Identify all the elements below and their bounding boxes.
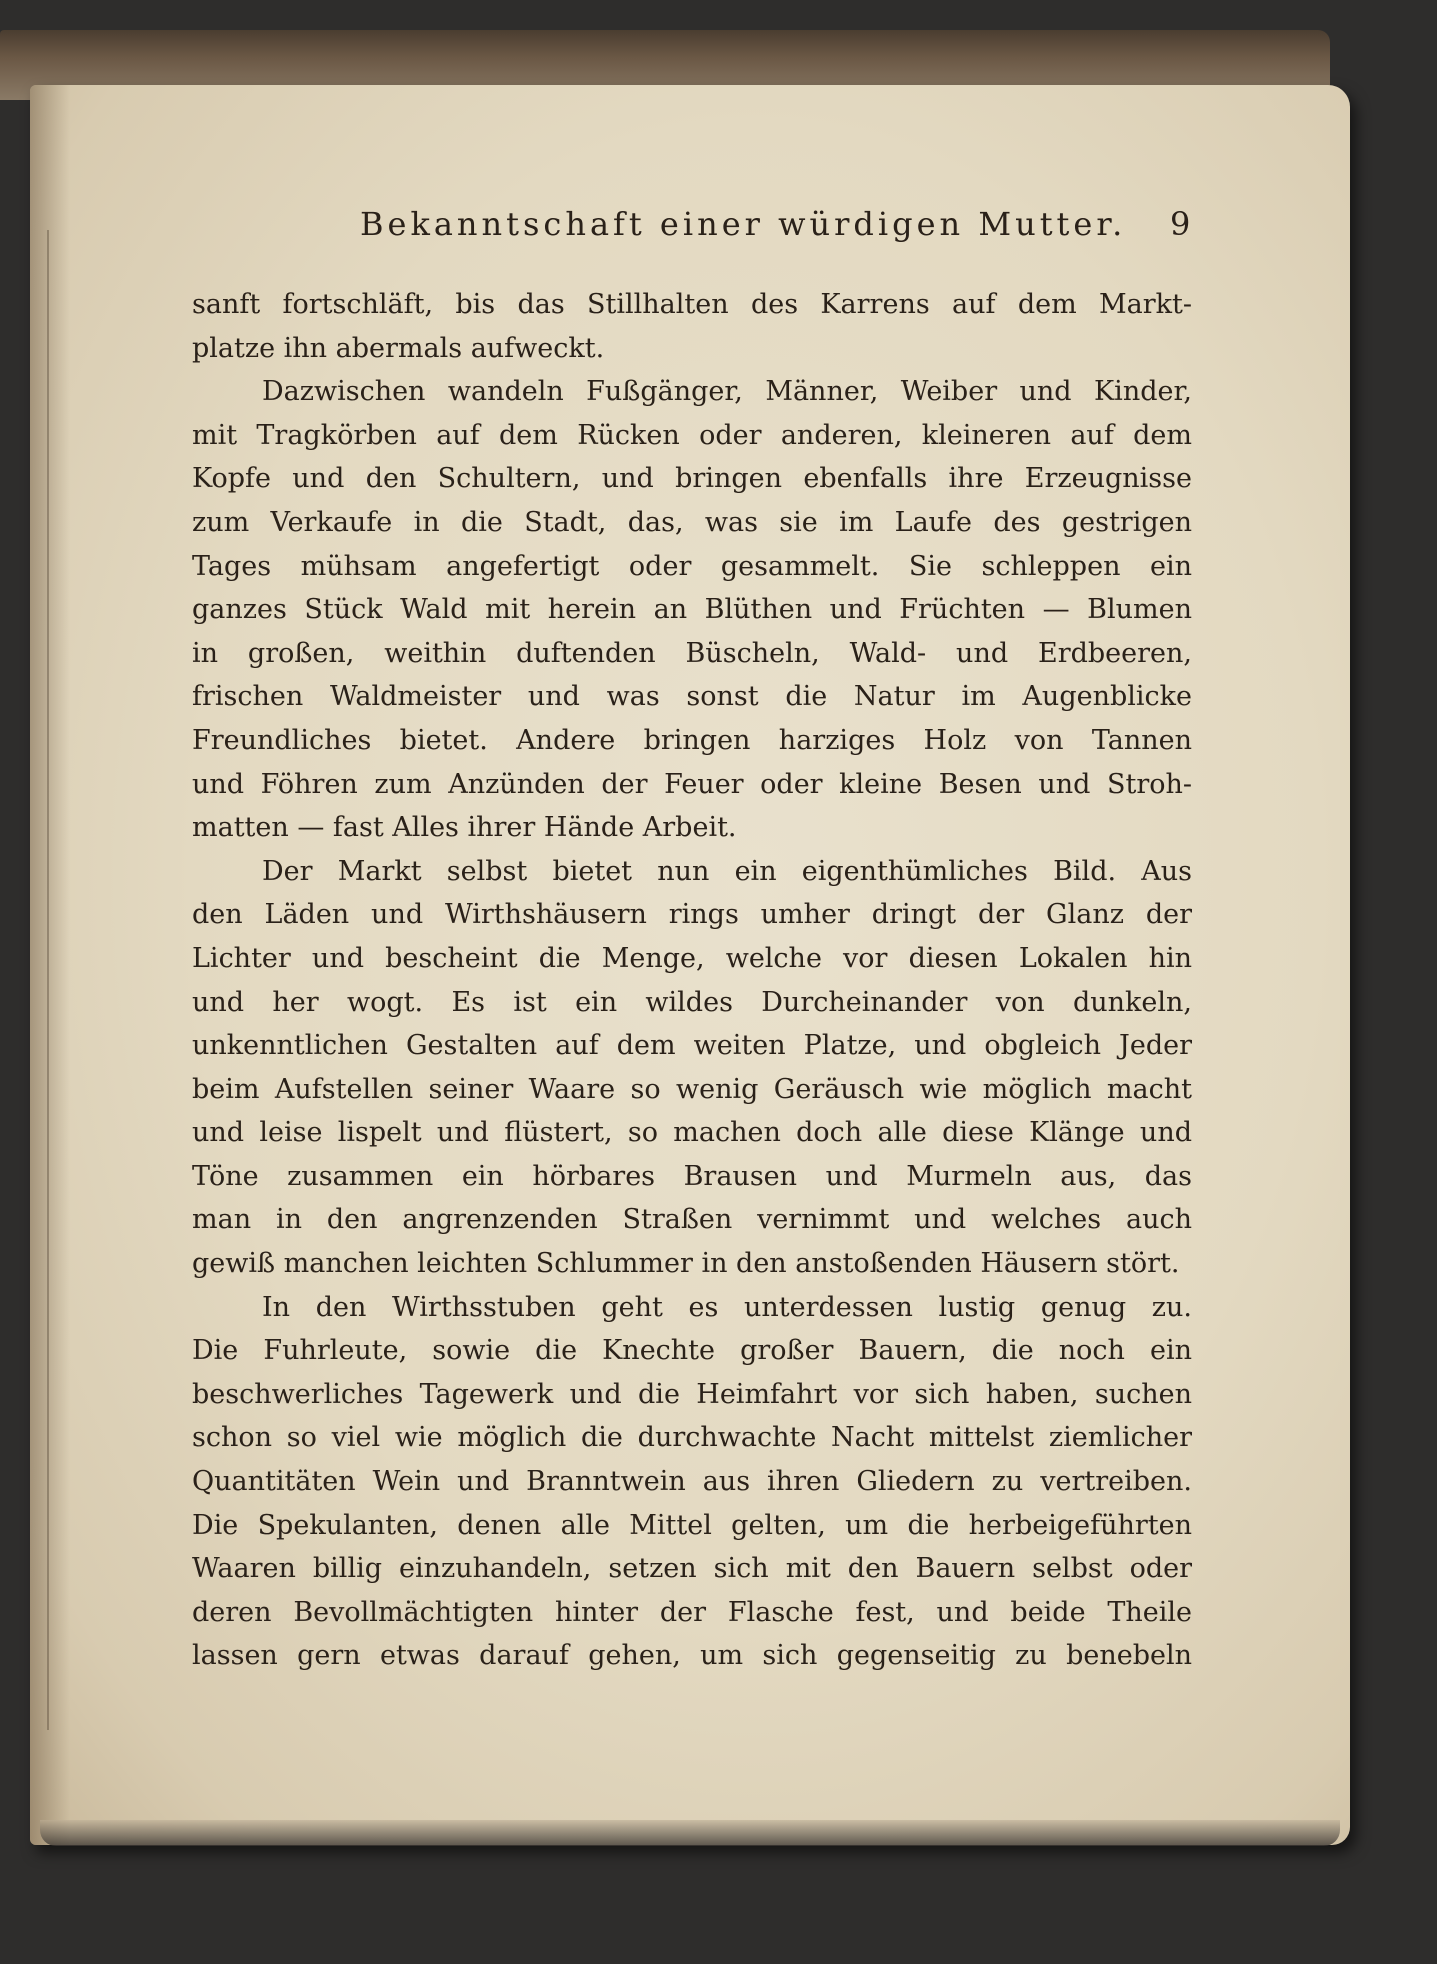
text-line: beschwerliches Tagewerk und die Heimfahrt vor sich haben, suchen — [192, 1378, 1192, 1410]
text-line: gewiß manchen leichten Schlummer in den anstoßenden Häusern stört. — [192, 1248, 1180, 1280]
page-header — [200, 205, 1200, 255]
text-line: ganzes Stück Wald mit herein an Blüthen und Früchten — Blumen — [192, 594, 1192, 626]
text-line: frischen Waldmeister und was sonst die Natur im Augenblicke — [192, 681, 1192, 713]
text-line: platze ihn abermals aufweckt. — [192, 332, 605, 364]
page-bottom-edge — [40, 1820, 1340, 1846]
text-line: Die Spekulanten, denen alle Mittel gelten, um die herbeigeführten — [192, 1509, 1192, 1541]
running-head: Bekanntschaft einer würdigen Mutter. — [360, 205, 1127, 243]
page-number: 9 — [1170, 205, 1191, 243]
text-line: Dazwischen wandeln Fußgänger, Männer, Weiber und Kinder, — [262, 376, 1192, 408]
text-line: Die Fuhrleute, sowie die Knechte großer Bauern, die noch ein — [192, 1335, 1192, 1367]
text-line: Lichter und bescheint die Menge, welche vor diesen Lokalen hin — [192, 942, 1192, 974]
text-line: in großen, weithin duftenden Büscheln, Wald- und Erdbeeren, — [192, 637, 1192, 669]
text-line: Freundliches bietet. Andere bringen harziges Holz von Tannen — [192, 724, 1192, 756]
text-line: Der Markt selbst bietet nun ein eigenthümliches Bild. Aus — [262, 855, 1192, 887]
text-line: mit Tragkörben auf dem Rücken oder anderen, kleineren auf dem — [192, 419, 1192, 451]
body-text — [192, 283, 1192, 1678]
text-line: Kopfe und den Schultern, und bringen ebenfalls ihre Erzeugnisse — [192, 463, 1192, 495]
text-line: beim Aufstellen seiner Waare so wenig Geräusch wie möglich macht — [192, 1073, 1192, 1105]
text-line: zum Verkaufe in die Stadt, das, was sie im Laufe des gestrigen — [192, 506, 1192, 538]
text-line: matten — fast Alles ihrer Hände Arbeit. — [192, 812, 737, 844]
text-line: Töne zusammen ein hörbares Brausen und Murmeln aus, das — [192, 1160, 1192, 1192]
text-line: unkenntlichen Gestalten auf dem weiten Platze, und obgleich Jeder — [192, 1030, 1192, 1062]
gutter-shadow — [30, 85, 70, 1845]
text-line: schon so viel wie möglich die durchwachte Nacht mittelst ziemlicher — [192, 1422, 1192, 1454]
text-line: lassen gern etwas darauf gehen, um sich gegenseitig zu benebeln — [192, 1640, 1192, 1672]
text-line: den Läden und Wirthshäusern rings umher dringt der Glanz der — [192, 899, 1192, 931]
text-line: In den Wirthsstuben geht es unterdessen lustig genug zu. — [262, 1291, 1192, 1323]
text-line: und leise lispelt und flüstert, so machen doch alle diese Klänge und — [192, 1117, 1192, 1149]
text-line: Tages mühsam angefertigt oder gesammelt. Sie schleppen ein — [192, 550, 1192, 582]
text-line: Waaren billig einzuhandeln, setzen sich mit den Bauern selbst oder — [192, 1553, 1192, 1585]
gutter-line — [47, 230, 49, 1730]
text-line: deren Bevollmächtigten hinter der Flasche fest, und beide Theile — [192, 1596, 1192, 1628]
text-line: Quantitäten Wein und Branntwein aus ihren Gliedern zu vertreiben. — [192, 1466, 1192, 1498]
text-line: und Föhren zum Anzünden der Feuer oder kleine Besen und Stroh- — [192, 768, 1192, 800]
text-line: man in den angrenzenden Straßen vernimmt und welches auch — [192, 1204, 1192, 1236]
text-line: sanft fortschläft, bis das Stillhalten des Karrens auf dem Markt- — [192, 289, 1192, 320]
text-line: und her wogt. Es ist ein wildes Durcheinander von dunkeln, — [192, 986, 1192, 1018]
